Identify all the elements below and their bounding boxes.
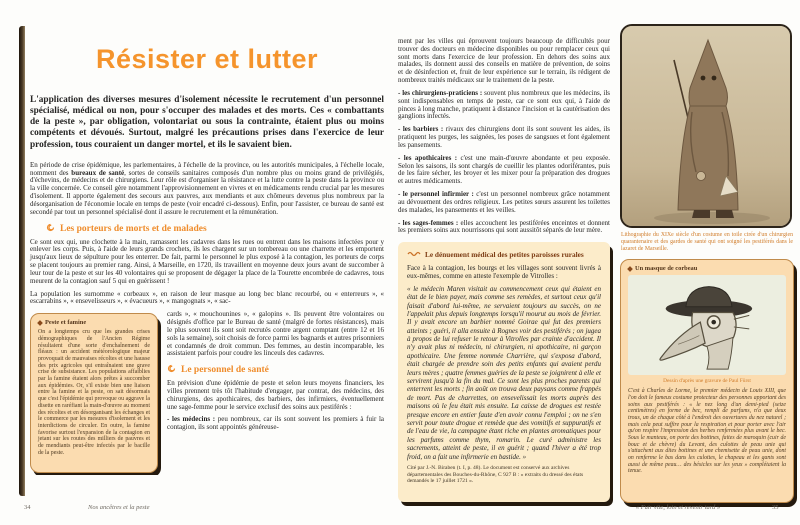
quote-box-title [407,250,601,259]
sidebar-box-title [38,319,150,326]
running-title-left: Nos ancêtres et la peste [88,504,150,511]
diamond-icon [37,320,43,326]
list-item-lead: - le personnel infirmier : [398,190,474,199]
book-edge [19,26,25,496]
paragraph-corbeaux-suite: cards », « mouchounines », « galopins ». Ils peuvent être volontaires ou désignés d'office par le Bureau de santé (malgré de fortes résistances), mais le plus souvent ils sont soit recrutés contre argent comptant (entre 12 et 16 sols la semaine), soit choisis de force parmi les bagnards et autres prisonniers et condamnés de droit commun. Des femmes, au destin incomparable, les assistaient parfois pour coudre les linceuls des cadavres. [167,311,384,358]
section-heading-label: Les porteurs de morts et de malades [60,223,207,234]
paragraph-corbeaux: La population les surnomme « corbeaux », en raison de leur masque au long bec blanc recourbé, ou « enterreurs », « escarrabins », « ensevelisseurs », « évacueurs », « mangognats », « sac- [30,289,384,306]
diamond-icon [627,266,633,272]
section-heading-label: Le personnel de santé [181,365,269,376]
list-item-text: c'est un personnel nombreux grâce notamment au dévouement des ordres religieux. Les petites sœurs assurent les toilettes des malades, les pansements et les veilles. [398,190,610,214]
page-number-left: 34 [24,504,31,511]
list-item-text: peu nombreux, car ils sont souvent les premiers à fuir la contagion, ils sont appointés généreuse- [167,415,384,432]
paragraph-porteurs: Ce sont eux qui, une clochette à la main, ramassent les cadavres dans les rues ou entrent dans les maisons infectées pour y enlever les corps. Puis, à l'aide de leurs grands crochets, ils les chargent sur un tombereau ou une charrette et les emportent jusqu'aux lieux de sépulture pour les enterrer. De fait, parmi le personnel le plus exposé à la contagion, les porteurs de corps se placent toujours au premier rang. Ainsi, à Marseille, en 1720, ils travaillent en moyenne deux jours avant de succomber à leur tour de la peste et sur les 40 volontaires qui se proposent de dégager la place de la Tourette encombrée de cadavres, tous meurent de la contagion sauf 5 qui en guérissent ! [30,237,384,285]
list-item-text: c'est une main-d'œuvre abondante et peu exposée. Selon les saisons, ils sont chargés de cueillir les plantes odoriférantes, puis de les faire sécher, les broyer et les mixer pour la préparation des drogues et autres médicaments. [398,153,610,186]
quote-intro: Face à la contagion, les bourgs et les villages sont souvent livrés à eux-mêmes, comme en atteste l'exemple de Vitrolles : [407,264,601,281]
list-item-barbiers [398,126,610,149]
section-heading-personnel [167,364,384,376]
right-text-column [398,38,610,502]
list-item-text: souvent plus nombreux que les médecins, ils sont indispensables en temps de peste, car ce sont eux qui, à l'aide de pinces à long manche, pratiquent à distance l'incision et la cautérisation des ganglions infectés. [398,88,610,121]
page-left [30,20,384,500]
list-item-sages-femmes [398,220,610,236]
list-item-text: elles accouchent les pestiférées enceintes et donnent les premiers soins aux nourrissons qui sont aussitôt séparés de leur mère. [398,218,610,235]
page-title: Résister et lutter [95,44,319,74]
beak-mask-illustration [647,277,767,373]
mask-body-text: C'est à Charles de Lorme, le premier médecin de Louis XIII, que l'on doit le fameux costume protecteur des personnes apportant des soins aux pestiférés : « le nez long d'un demi-pied (seize centimètres) en forme de bec, rempli de parfums, n'a que deux trous, un de chaque côté à l'endroit des ouvertures du nez naturel ; mais cela peut suffire pour la respiration et pour porter avec l'air qu'on respire l'impression des herbes renfermées plus avant le bec. Sous le manteau, on porte des bottines, faites de maroquin (cuir de bouc et de chèvre) du Levant, des culottes de peau unie qui s'attachent aux dites bottines et une chemisette de peau unie, dont on renferme le bas dans les culottes, le chapeau et les gants sont aussi de même peau… des bésicles sur les yeux » complétaient la tenue. [628,388,786,475]
mask-caption: Dessin d'après une gravure de Paul Fürst [663,378,751,385]
page-number-right: 35 [772,504,779,511]
paragraph-bureaux [30,162,384,217]
sidebar-box-title-label: Un masque de corbeau [635,265,698,273]
list-item-lead: - les chirurgiens-praticiens : [398,88,483,97]
list-item-chirurgiens [398,90,610,121]
paragraph-personnel: En prévision d'une épidémie de peste et selon leurs moyens financiers, les villes prennent très tôt l'habitude d'engager, par contrat, des médecins, des chirurgiens, des apothicaires, des barbiers, des infirmiers, éventuellement une sage-femme pour le service exclusif des soins aux pestiférés : [167,379,384,411]
paragraph-text: , sortes de conseils sanitaires composés d'un nombre plus ou moins grand de privilégiés, d'échevins, de médecins et de chirurgiens. Leur rôle est d'organiser la résistance et la lutte contre la peste dans la province ou la ville concernée. Ce conseil gère notamment l'approvisionnement en vivres et en médicaments rendu crucial par les mesures d'isolement. Il apporte également des secours aux pauvres, aux mendiants et aux chômeurs devenus plus nombreux par la désorganisation de l'économie locale en temps de peste (voir encadré ci-dessous). Enfin, pour l'assister, ce bureau de santé est secondé par tout un personnel spécialisé dont il assure le recrutement et la rémunération. [30,168,385,216]
beak-mask-image [628,275,786,375]
sidebar-box-masque-corbeau [620,259,794,503]
right-image-column [620,24,794,503]
plague-surgeon-photo [620,24,792,228]
quote-text: « le médecin Maren visitait au commencement ceux qui étaient en état de le bien payer, mais comme ses remèdes, et surtout ceux qu'il faisait d'abord lui-même, ne servaient toujours au succès, on ne l'appelait plus depuis longtemps lorsqu'il mourut au mois de février. Il y avait encore un barbier nommé Goirae qui fut des premiers atteints ; guéri, il alla ensuite à Rognes voir des pestiférés ; on jugea à propos de lui refuser le retour à Vitrolles par crainte d'accident. Il n'y avait plus ni médecin, ni chirurgien, ni apothicaire, ni garçon apothicaire. Une femme nommée Charrière, qui s'exposa d'abord, était chargée de prendre soin des petits enfants qui avaient perdu leurs mères ; quatre femmes guéries de la peste se joignirent à elle et servirent jusqu'à la fin du mal. Ce sont les plus proches parents qui enterrent les morts ; fin août on trouva deux paysans comme frappés de mort. Pas de charrettes, on ensevelissait les morts auprès des maisons où le feu était mis ensuite. La caisse de drogues est restée presque encore en entier faute d'en avoir connu l'emploi ; on ne s'en servit pour toute drogue et remède que des vomitifs et suppuratifs et de l'eau de vie, la campagne étant riche en plantes aromatiques pour les parfums comme thym, romarin. Le curé administre les sacrements, atteint de peste, il en guérit ; quand l'hiver a été trop froid, on a fait une infirmerie en bastide. » [407,284,601,461]
list-item-lead: - les barbiers : [398,125,444,134]
page-right [398,24,794,502]
paragraph-text: En période de crise épidémique, les parlementaires, à l'échelle de la province, ou les autorités municipales, à l'échelle locale, nomment des [30,160,384,177]
photo-caption: Lithographie du XIXe siècle d'un costume en toile cirée d'un chirurgien quarantenaire et des gardes de santé qui ont soigné les pestiférés dans le lazaret de Marseille. [621,232,793,252]
sidebar-box-body: On a longtemps cru que les grandes crises démographiques de l'Ancien Régime résultaient d'une sorte d'enchaînement de fléaux : un accident météorologique majeur provoquait de mauvaises récoltes et une hausse des prix agricoles qui entraînaient une grave crise de subsistance. Les populations affaiblies par la famine étaient alors prêtes à succomber aux épidémies. Or, s'il existe bien une liaison entre la famine et la peste, on sait désormais que c'est l'épidémie qui provoque ou aggrave la disette en raréfiant la main-d'œuvre au moment des récoltes et en désorganisant les échanges et le commerce par les mesures d'isolement et les interdictions de circuler. En outre, la famine favorise surtout l'expansion de la contagion en jetant sur les routes des milliers de pauvres et de mendiants peut-être infectés par le bacille de la peste. [38,329,150,456]
sidebar-box-title [628,265,786,272]
quote-box-denuement [398,242,610,502]
running-title-right: « Fuir vite, loin et revenir tard » [635,504,721,511]
spiral-icon [46,223,55,235]
list-item-infirmier [398,191,610,214]
lower-left-flow [30,311,384,475]
list-item-lead: - les sages-femmes : [398,218,459,227]
bold-term: bureaux de santé [71,168,125,177]
quote-box-title-label: Le dénuement médical des petites paroisses rurales [425,250,584,260]
list-item-lead: - les apothicaires : [398,153,458,162]
list-item-apothicaires [398,155,610,186]
section-heading-porteurs [46,223,384,235]
quote-source: Cité par J.-N. Biraben (t. I, p. 48). Le document est conservé aux archives départementales des Bouches-du-Rhône, C 927 B : « extraits du dressé des états demandés le 17 juillet 1721 ». [407,464,584,485]
sidebar-box-title-label: Peste et famine [45,319,87,327]
squiggle-icon [407,250,421,259]
list-item-lead: - les médecins : [167,415,216,424]
sidebar-box-peste-et-famine [30,313,158,473]
paragraph-continuation: ment par les villes qui éprouvent toujours beaucoup de difficultés pour trouver des docteurs en médecine disponibles ou pour remplacer ceux qui sont morts dans l'exercice de leur profession. En dehors des soins aux malades, ils donnent aussi des conseils en matière de prévention, de soins et de désinfection et, fruit de leur expérience sur le terrain, ils rédigent de nombreux traités médicaux sur le traitement de la peste. [398,37,610,85]
list-item-text: rivaux des chirurgiens dont ils sont souvent les aides, ils pratiquent les purges, les saignées, les poses de sangsues et font également les pansements. [398,125,611,149]
spiral-icon [167,364,176,376]
intro-paragraph: L'application des diverses mesures d'isolement nécessite le recrutement d'un personnel spécialisé, médical ou non, pour s'occuper des malades et des morts. Ces « combattants de la peste », par obligation, volontariat ou sous la contrainte, étaient plus ou moins compétents et dévoués. Surtout, malgré les précautions prises dans l'exercice de leur profession, tous couraient un danger mortel, et ils le savaient bien. [30,95,384,150]
hooded-surgeon-illustration [622,26,790,226]
